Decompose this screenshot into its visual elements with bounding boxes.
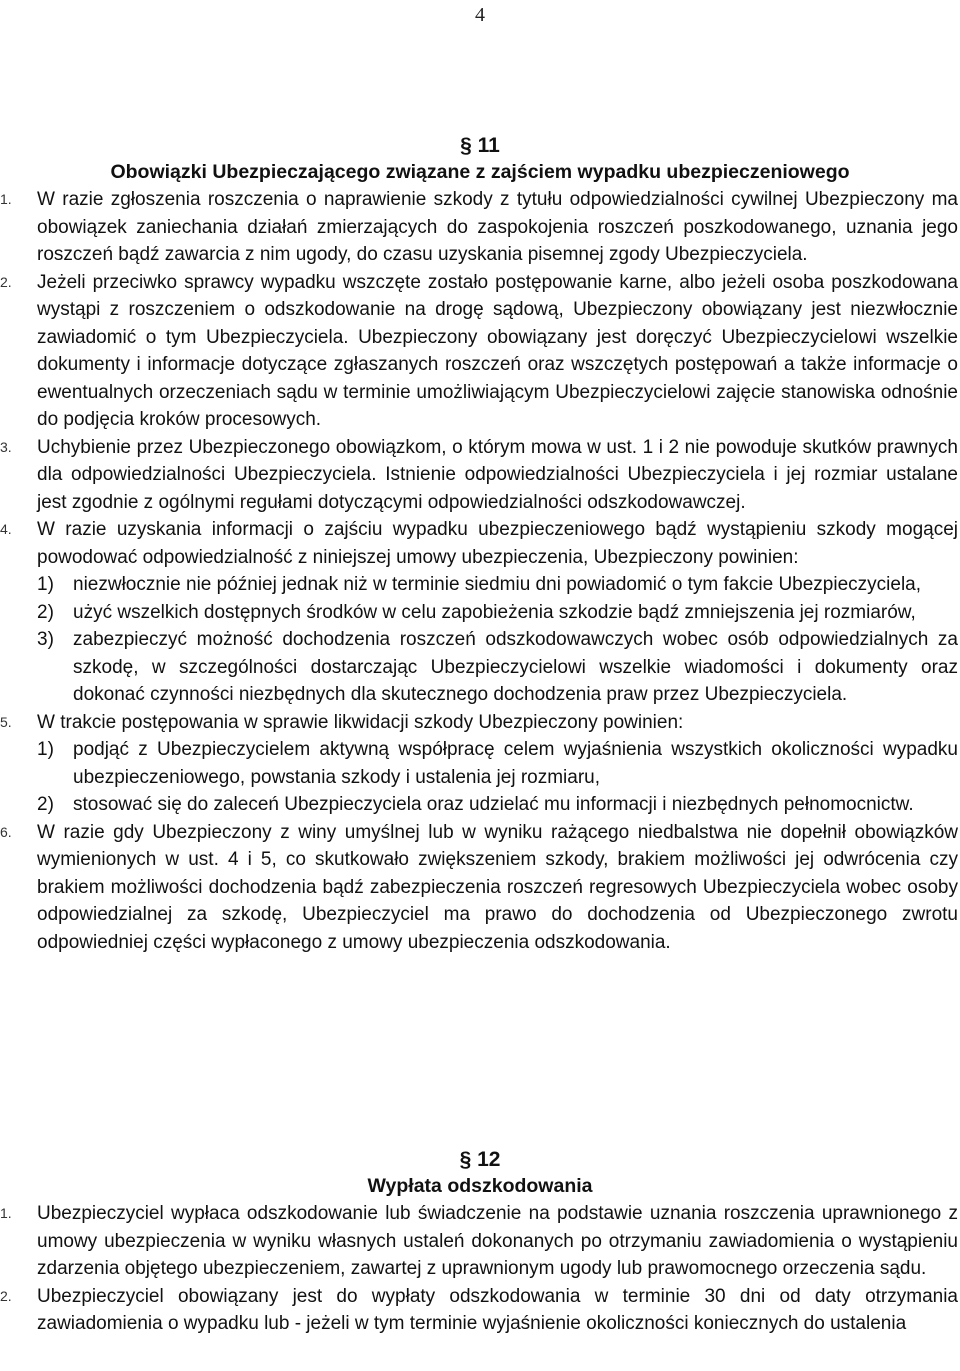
item-text: Ubezpieczyciel obowiązany jest do wypłaty odszkodowania w terminie 30 dni od daty otrzymania zawiadomienia o wypadku lub - jeżeli w tym terminie wyjaśnienie okoliczności koniecznych do ustalenia (37, 1285, 958, 1334)
item-number: 1. (0, 191, 12, 207)
paragraph-item (0, 516, 960, 709)
section-number: § 12 (459, 1148, 501, 1171)
section-12 (0, 1146, 960, 1338)
section-11 (0, 132, 960, 956)
sub-item-text: zabezpieczyć możność dochodzenia roszczeń odszkodowawczych wobec osób odpowiedzialnych za szkodę, w szczególności dostarczając Ubezpieczycielowi wszelkie wiadomości i dokumenty oraz dokonać czynności niezbędnych dla skutecznego dochodzenia praw przez Ubezpieczyciela. (73, 629, 958, 705)
item-number: 3. (0, 438, 12, 455)
page-number: 4 (475, 4, 485, 26)
paragraph-item (0, 434, 960, 517)
item-number: 2. (0, 273, 12, 290)
item-text: W razie zgłoszenia roszczenia o naprawienie szkody z tytułu odpowiedzialności cywilnej Ubezpieczony ma obowiązek zaniechania działań zmierzających do zaspokojenia roszczeń poszkodowanego, uznania jego roszczeń bądź zawarcia z nim ugody, do czasu uzyskania pisemnej zgody Ubezpieczyciela. (37, 189, 958, 265)
paragraph-item (0, 709, 960, 819)
paragraph-item (0, 186, 960, 269)
sub-item-text: niezwłocznie nie później jednak niż w terminie siedmiu dni powiadomić o tym fakcie Ubezpieczyciela, (73, 574, 922, 595)
sub-item-text: stosować się do zaleceń Ubezpieczyciela oraz udzielać mu informacji i niezbędnych pełnomocnictw. (73, 794, 914, 815)
paragraph-item (0, 1283, 960, 1338)
section-title: Wypłata odszkodowania (367, 1175, 593, 1197)
item-text: W trakcie postępowania w sprawie likwidacji szkody Ubezpieczony powinien: (37, 711, 684, 733)
section-number: § 11 (460, 134, 500, 157)
paragraph-item (0, 269, 960, 434)
sub-item-text: użyć wszelkich dostępnych środków w celu zapobieżenia szkodzie bądź zmniejszenia jej rozmiarów, (73, 601, 916, 623)
sub-item-number: 1) (37, 739, 54, 760)
sub-item (37, 736, 958, 791)
section-items (0, 1200, 960, 1338)
sub-item-number: 3) (37, 629, 54, 650)
sub-item-number: 1) (37, 574, 54, 595)
paragraph-item (0, 1200, 960, 1283)
item-number: 2. (0, 1287, 12, 1304)
item-text: Ubezpieczyciel wypłaca odszkodowanie lub świadczenie na podstawie uznania roszczenia uprawnionego z umowy ubezpieczenia w wyniku własnych ustaleń dokonanych po otrzymaniu zawiadomienia o wystąpieniu zdarzenia objętego ubezpieczeniem, zawartej z uprawnionym ugody lub prawomocnego orzeczenia sądu. (37, 1203, 958, 1279)
sub-item-text: podjąć z Ubezpieczycielem aktywną współpracę celem wyjaśnienia wszystkich okoliczności wypadku ubezpieczeniowego, powstania szkody i ustalenia jej rozmiaru, (73, 739, 958, 788)
item-text: W razie gdy Ubezpieczony z winy umyślnej lub w wyniku rażącego niedbalstwa nie dopełnił obowiązków wymienionych w ust. 4 i 5, co skutkowało zwiększeniem szkody, brakiem możliwości jej odwrócenia czy brakiem możliwości dochodzenia bądź zabezpieczenia roszczeń regresowych Ubezpieczyciela wobec osoby odpowiedzialnej za szkodę, Ubezpieczyciel ma prawo do dochodzenia od Ubezpieczonego zwrotu odpowiedniej części wypłaconego z umowy ubezpieczenia odszkodowania. (37, 821, 958, 953)
sub-item (37, 599, 958, 627)
item-number: 5. (0, 713, 12, 730)
sub-item (37, 791, 958, 819)
sub-item-number: 2) (37, 794, 54, 815)
item-text: W razie uzyskania informacji o zajściu wypadku ubezpieczeniowego bądź wystąpieniu szkody mogącej powodować odpowiedzialność z niniejszej umowy ubezpieczenia, Ubezpieczony powinien: (37, 519, 958, 568)
item-text: Jeżeli przeciwko sprawcy wypadku wszczęte zostało postępowanie karne, albo jeżeli osoba poszkodowana wystąpi z roszczeniem o odszkodowanie na drogę sądową, Ubezpieczony obowiązany jest niezwłocznie zawiadomić o tym Ubezpieczyciela. Ubezpieczony obowiązany jest doręczyć Ubezpieczycielowi wszelkie dokumenty i informacje dotyczące zgłaszanych roszczeń oraz wszczętych postępowań a także informacje o ewentualnych orzeczeniach sądu w terminie umożliwiającym Ubezpieczycielowi zajęcie stanowiska odnośnie do podjęcia kroków procesowych. (37, 271, 958, 430)
paragraph-item (0, 819, 960, 957)
sub-item-number: 2) (37, 601, 54, 623)
sub-item (37, 571, 958, 599)
item-number: 4. (0, 521, 12, 537)
section-items (0, 186, 960, 956)
item-text: Uchybienie przez Ubezpieczonego obowiązkom, o którym mowa w ust. 1 i 2 nie powoduje skutków prawnych dla odpowiedzialności Ubezpieczyciela. Istnienie odpowiedzialności Ubezpieczyciela i jej rozmiar ustalane jest zgodnie z ogólnymi regułami dotyczącymi odpowiedzialności odszkodowawczej. (37, 436, 958, 513)
section-title: Obowiązki Ubezpieczającego związane z zajściem wypadku ubezpieczeniowego (110, 161, 850, 183)
item-number: 1. (0, 1205, 12, 1221)
item-number: 6. (0, 823, 12, 840)
sub-item (37, 626, 958, 709)
